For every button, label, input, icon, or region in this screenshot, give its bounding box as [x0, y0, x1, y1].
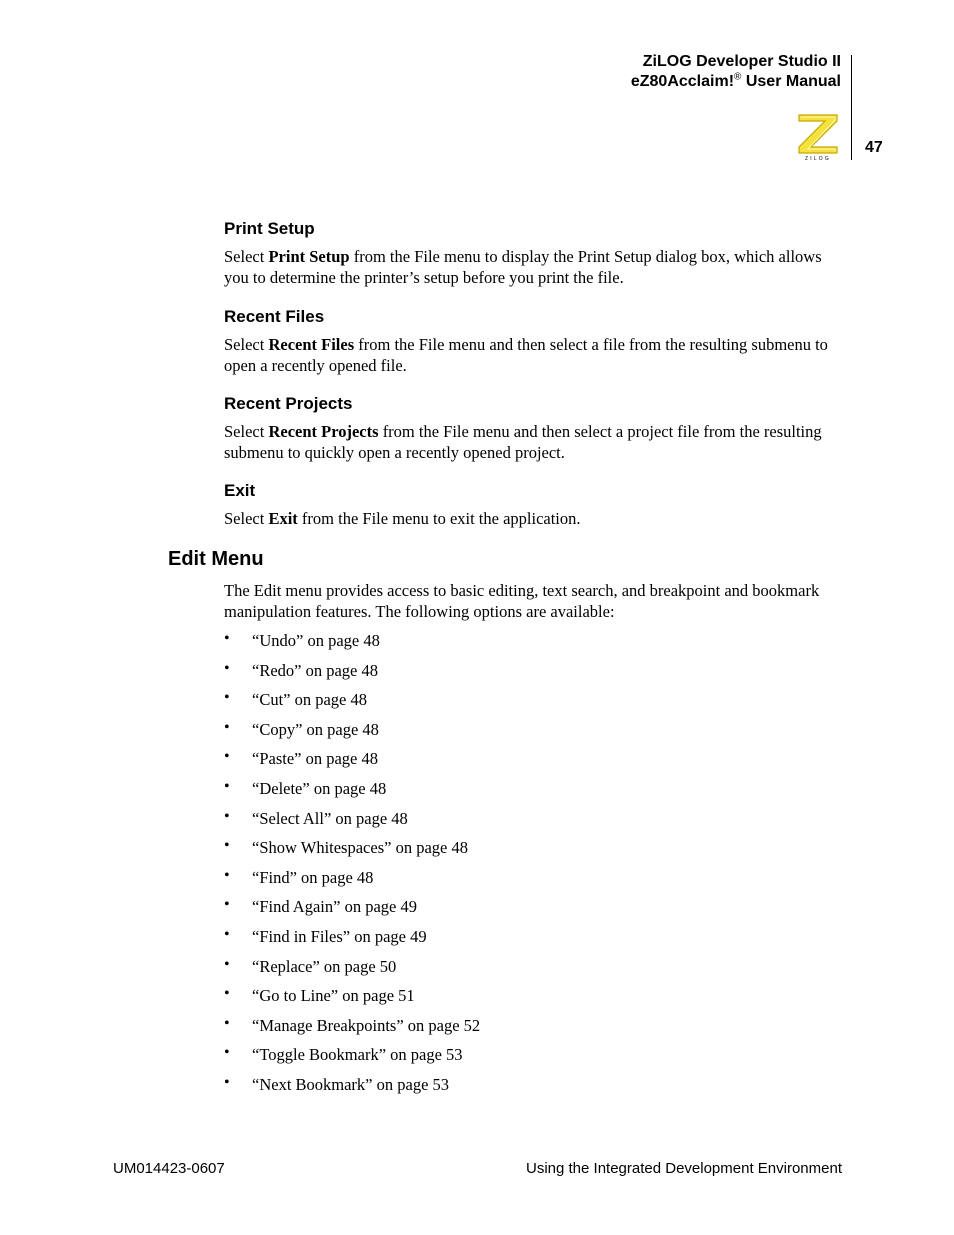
- bullet-icon: •: [224, 630, 230, 647]
- edit-menu-option-label[interactable]: “Paste” on page 48: [252, 749, 378, 769]
- bullet-icon: •: [224, 1073, 230, 1091]
- section-heading-recent-projects: Recent Projects: [224, 394, 353, 413]
- bullet-icon: •: [224, 659, 230, 677]
- bullet-icon: •: [224, 896, 230, 914]
- paragraph-exit: Select Exit from the File menu to exit the application.: [224, 509, 581, 528]
- edit-menu-option-label[interactable]: “Toggle Bookmark” on page 53: [252, 1045, 463, 1065]
- paragraph-recent-files: Select Recent Files from the File menu and then select a file from the resulting submenu to open a recently opened file.: [224, 335, 828, 375]
- section-heading-edit-menu: Edit Menu: [168, 548, 264, 570]
- edit-menu-option-label[interactable]: “Show Whitespaces” on page 48: [252, 838, 468, 858]
- header-product-name: ZiLOG Developer Studio II: [642, 53, 841, 70]
- bullet-icon: •: [224, 748, 230, 766]
- footer-document-id: UM014423-0607: [113, 1160, 225, 1177]
- bullet-icon: •: [224, 837, 230, 855]
- footer-section-title: Using the Integrated Development Environment: [525, 1160, 842, 1177]
- header-divider: [851, 55, 852, 160]
- header-manual-name: eZ80Acclaim!® User Manual: [630, 71, 841, 90]
- bullet-icon: •: [224, 777, 230, 795]
- edit-menu-option-label[interactable]: “Copy” on page 48: [252, 719, 379, 739]
- bullet-icon: •: [224, 807, 230, 825]
- edit-menu-option-label[interactable]: “Go to Line” on page 51: [252, 986, 415, 1006]
- zilog-logo: [795, 113, 841, 161]
- edit-menu-option-label[interactable]: “Redo” on page 48: [252, 660, 378, 680]
- bullet-icon: •: [224, 955, 230, 973]
- svg-text:ZILOG: ZILOG: [804, 156, 832, 161]
- bullet-icon: •: [224, 866, 230, 884]
- running-header-title: [631, 52, 841, 92]
- page-number: 47: [865, 139, 883, 156]
- paragraph-print-setup: Select Print Setup from the File menu to display the Print Setup dialog box, which allows you to determine the printer’s setup before you print the file.: [224, 247, 822, 287]
- edit-menu-option-label[interactable]: “Select All” on page 48: [252, 808, 408, 828]
- section-heading-recent-files: Recent Files: [224, 307, 325, 326]
- edit-menu-option-label[interactable]: “Undo” on page 48: [252, 631, 380, 650]
- paragraph-edit-menu-intro: The Edit menu provides access to basic editing, text search, and breakpoint and bookmark manipulation features. The following options are available:: [224, 581, 820, 621]
- edit-menu-option-label[interactable]: “Next Bookmark” on page 53: [252, 1074, 450, 1094]
- bullet-icon: •: [224, 1014, 230, 1032]
- paragraph-recent-projects: Select Recent Projects from the File menu and then select a project file from the resulting submenu to quickly open a recently opened project.: [224, 422, 822, 462]
- edit-menu-option-label[interactable]: “Delete” on page 48: [252, 778, 387, 798]
- bullet-icon: •: [224, 718, 230, 736]
- bullet-icon: •: [224, 925, 230, 943]
- section-heading-exit: Exit: [224, 481, 256, 500]
- edit-menu-option-label[interactable]: “Find Again” on page 49: [252, 897, 417, 917]
- edit-menu-option-label[interactable]: “Cut” on page 48: [252, 690, 368, 710]
- edit-menu-option-label[interactable]: “Find in Files” on page 49: [252, 926, 427, 946]
- bullet-icon: •: [224, 985, 230, 1003]
- edit-menu-option-label[interactable]: “Find” on page 48: [252, 867, 374, 887]
- edit-menu-option-label[interactable]: “Replace” on page 50: [252, 956, 397, 976]
- bullet-icon: •: [224, 689, 230, 707]
- edit-menu-option-label[interactable]: “Manage Breakpoints” on page 52: [252, 1015, 481, 1035]
- section-heading-print-setup: Print Setup: [224, 219, 315, 238]
- bullet-icon: •: [224, 1044, 230, 1062]
